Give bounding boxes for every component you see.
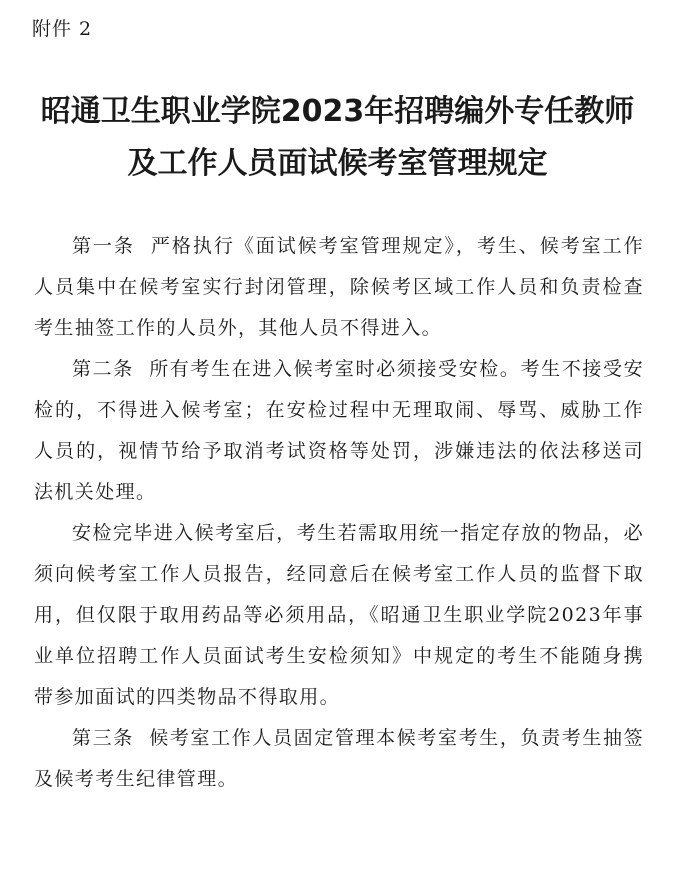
article-1-text: 严格执行《面试候考室管理规定》，考生、候考室工作人员集中在候考室实行封闭管理，除候考区域工作人员和负责检查考生抽签工作的人员外，其他人员不得进入。 bbox=[34, 235, 644, 339]
attachment-label: 附件 2 bbox=[32, 18, 93, 40]
article-2-paragraph bbox=[34, 349, 644, 513]
article-3-heading: 第三条 bbox=[72, 727, 134, 749]
article-2-continuation-text: 安检完毕进入候考室后，考生若需取用统一指定存放的物品，必须向候考室工作人员报告，经同意后在候考室工作人员的监督下取用，但仅限于取用药品等必须用品，《昭通卫生职业学院2023年事业单位招聘工作人员面试考生安检须知》中规定的考生不能随身携带参加面试的四类物品不得取用。 bbox=[34, 522, 644, 708]
article-2-heading: 第二条 bbox=[72, 358, 134, 380]
article-1-paragraph bbox=[34, 226, 644, 349]
article-3-paragraph bbox=[34, 718, 644, 800]
article-3-text: 候考室工作人员固定管理本候考室考生，负责考生抽签及候考考生纪律管理。 bbox=[34, 727, 644, 790]
article-2-continuation-paragraph bbox=[34, 513, 644, 718]
document-title bbox=[0, 86, 675, 190]
article-1-heading: 第一条 bbox=[72, 235, 135, 257]
article-2-text: 所有考生在进入候考室时必须接受安检。考生不接受安检的，不得进入候考室；在安检过程中无理取闹、辱骂、威胁工作人员的，视情节给予取消考试资格等处罚，涉嫌违法的依法移送司法机关处理。 bbox=[34, 358, 644, 503]
title-line-1: 昭通卫生职业学院2023年招聘编外专任教师 bbox=[40, 94, 635, 129]
title-line-2: 及工作人员面试候考室管理规定 bbox=[127, 146, 548, 181]
document-body bbox=[34, 226, 644, 800]
